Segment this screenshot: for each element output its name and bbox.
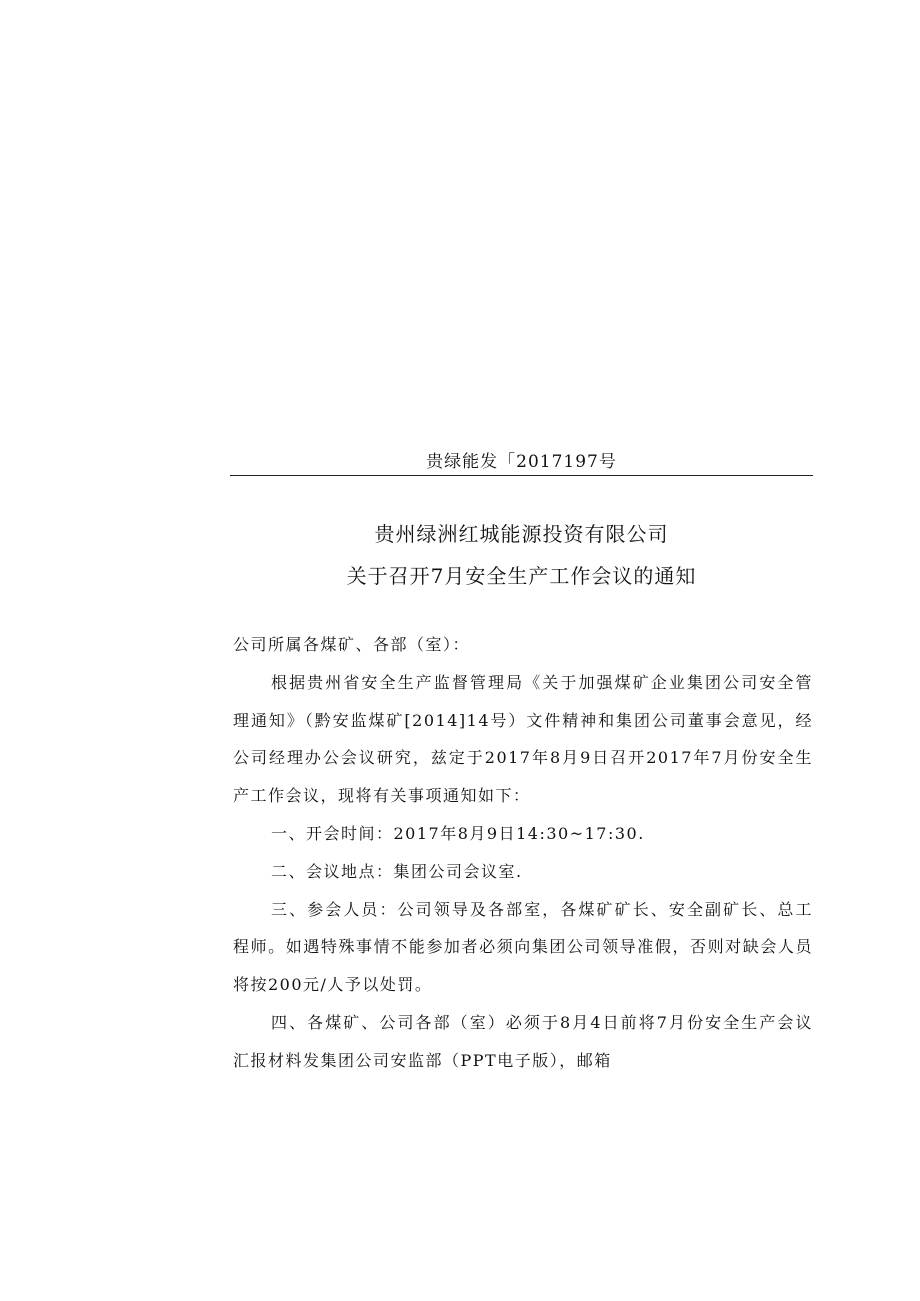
header-divider — [230, 475, 813, 476]
paragraph-meeting-time: 一、开会时间：2017年8月9日14:30~17:30. — [271, 823, 645, 843]
paragraph-materials: 四、各煤矿、公司各部（室）必须于8月4日前将7月份安全生产会议汇报材料发集团公司安监部（PPT电子版），邮箱 — [233, 1012, 813, 1070]
notice-body — [233, 626, 813, 1080]
salutation: 公司所属各煤矿、各部（室）： — [233, 635, 471, 654]
paragraph-meeting-location: 二、会议地点：集团公司会议室. — [271, 861, 523, 881]
document-number: 贵绿能发「2017197号 — [426, 452, 617, 472]
notice-title: 关于召开7月安全生产工作会议的通知 — [346, 564, 697, 588]
organization-title: 贵州绿洲红城能源投资有限公司 — [374, 522, 669, 546]
paragraph-attendees: 三、参会人员：公司领导及各部室，各煤矿矿长、安全副矿长、总工程师。如遇特殊事情不能参加者必须向集团公司领导准假，否则对缺会人员将按200元/人予以处罚。 — [233, 899, 813, 995]
paragraph-intro: 根据贵州省安全生产监督管理局《关于加强煤矿企业集团公司安全管理通知》（黔安监煤矿[2014]14号）文件精神和集团公司董事会意见，经公司经理办公会议研究，兹定于2017年8月9日召开2017年7月份安全生产工作会议，现将有关事项通知如下： — [233, 672, 813, 806]
